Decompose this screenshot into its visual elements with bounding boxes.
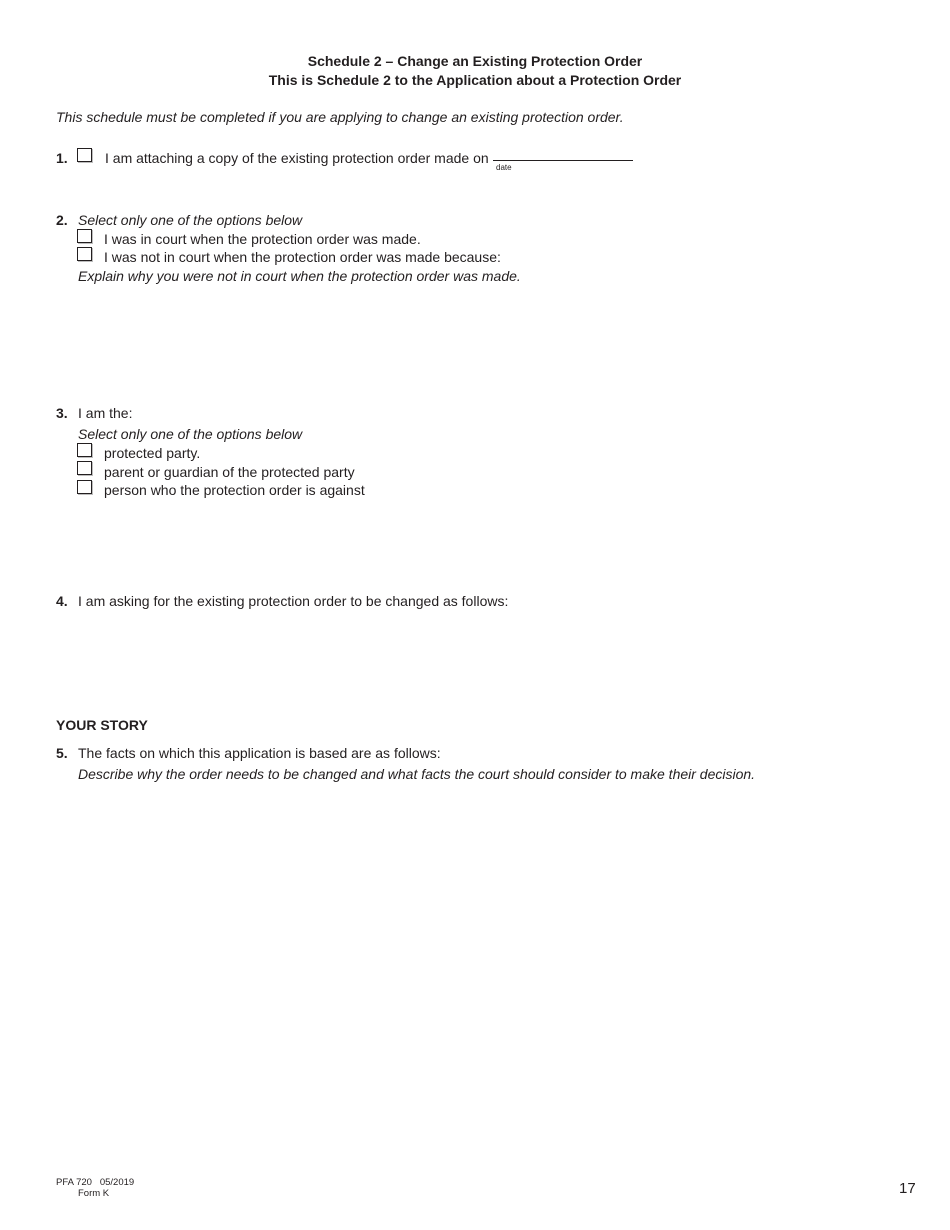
page-title: Schedule 2 – Change an Existing Protection Order [307, 53, 643, 69]
q1-number: 1. [56, 150, 68, 166]
q2-option-in-court-label: I was in court when the protection order was made. [104, 231, 421, 247]
q3-option-respondent-label: person who the protection order is against [104, 482, 365, 498]
q1-date-field[interactable] [493, 160, 633, 161]
q4-text: I am asking for the existing protection order to be changed as follows: [78, 593, 509, 609]
footer-form-info [56, 1177, 134, 1188]
q3-option-parent-guardian-checkbox[interactable] [77, 461, 92, 475]
q3-number: 3. [56, 405, 68, 421]
footer-form-code: PFA 720 [56, 1177, 92, 1188]
intro-text: This schedule must be completed if you are applying to change an existing protection order. [56, 109, 624, 125]
page-number: 17 [899, 1180, 916, 1197]
q3-option-protected-party-checkbox[interactable] [77, 443, 92, 457]
q4-number: 4. [56, 593, 68, 609]
q2-option-not-in-court-checkbox[interactable] [77, 247, 92, 261]
q5-instruction: Describe why the order needs to be changed and what facts the court should consider to make their decision. [78, 766, 756, 782]
q3-option-respondent-checkbox[interactable] [77, 480, 92, 494]
q3-text: I am the: [78, 405, 133, 421]
q5-number: 5. [56, 745, 68, 761]
q2-option-not-in-court-label: I was not in court when the protection order was made because: [104, 249, 501, 265]
q1-attach-checkbox[interactable] [77, 148, 92, 162]
q3-option-parent-guardian-label: parent or guardian of the protected party [104, 464, 355, 480]
your-story-heading: YOUR STORY [56, 717, 148, 733]
q2-explain-field[interactable] [78, 290, 898, 390]
q4-changes-field[interactable] [78, 615, 898, 700]
q1-date-caption: date [496, 163, 512, 172]
q5-facts-field[interactable] [78, 790, 898, 1160]
q3-option-protected-party-label: protected party. [104, 445, 201, 461]
q1-text: I am attaching a copy of the existing protection order made on [105, 150, 489, 166]
q5-text: The facts on which this application is based are as follows: [78, 745, 441, 761]
footer-form-date: 05/2019 [99, 1177, 135, 1188]
q2-option-in-court-checkbox[interactable] [77, 229, 92, 243]
page-subtitle: This is Schedule 2 to the Application about a Protection Order [268, 72, 682, 88]
q2-explain-instruction: Explain why you were not in court when the protection order was made. [78, 268, 521, 284]
q2-number: 2. [56, 212, 68, 228]
footer-form-name: Form K [78, 1188, 110, 1199]
q3-instruction: Select only one of the options below [78, 426, 303, 442]
q2-instruction: Select only one of the options below [78, 212, 303, 228]
